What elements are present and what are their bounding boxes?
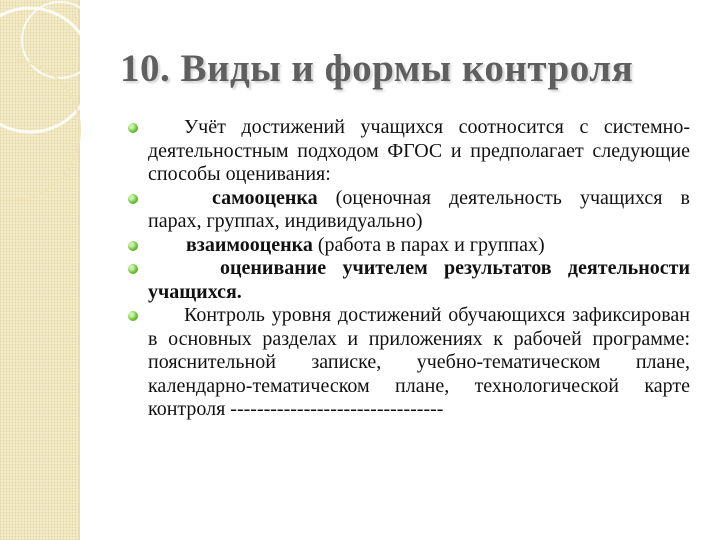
bullet-icon (128, 123, 138, 133)
list-item (148, 304, 690, 422)
item-bold-term: самооценка (212, 186, 318, 209)
item-text: Контроль уровня достижений обучающихся зафиксирован в основных разделах и приложениях к рабочей программе: пояснительной записке, учебно-тематическом плане, календарно-тематическом плане, технологической карте контроля -------------------------------- (148, 304, 690, 420)
bullet-icon (128, 194, 138, 204)
bullet-icon (128, 311, 138, 321)
list-item (148, 116, 690, 187)
bullet-icon (128, 264, 138, 274)
item-bold-term: оценивание учителем результатов деятельности учащихся. (148, 257, 690, 303)
list-item (148, 234, 690, 258)
item-text: (оценочная деятельность учащихся в парах, группах, индивидуально) (148, 186, 690, 232)
item-bold-term: взаимооценка (186, 233, 313, 256)
list-item (148, 257, 690, 304)
bullet-icon (128, 241, 138, 251)
list-item (148, 187, 690, 234)
item-text: (работа в парах и группах) (312, 233, 545, 256)
slide-title: 10. Виды и формы контроля (120, 47, 634, 90)
bullet-list (148, 116, 690, 422)
item-text: Учёт достижений учащихся соотносится с системно-деятельностным подходом ФГОС и предполагает следующие способы оценивания: (148, 116, 690, 185)
